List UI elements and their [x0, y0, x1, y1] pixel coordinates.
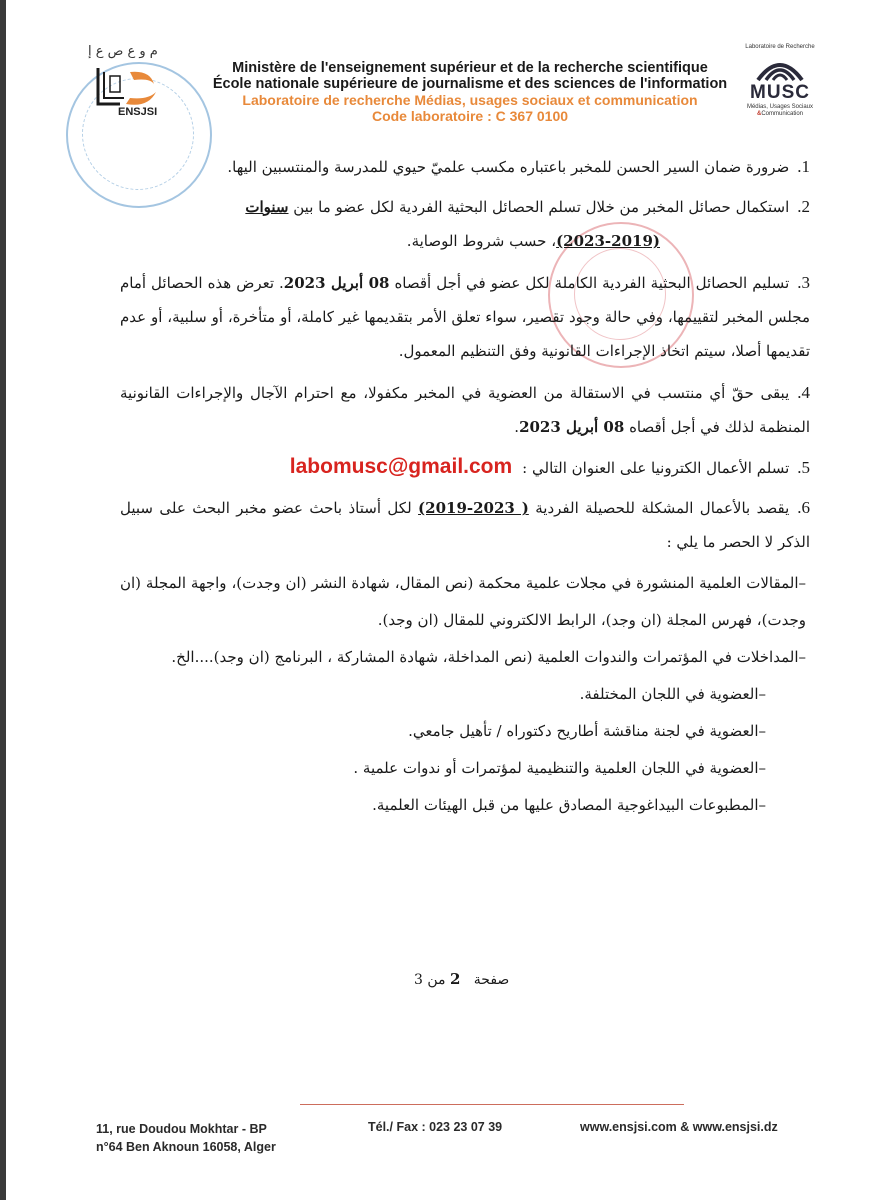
ensjsi-logo-name: ENSJSI — [118, 106, 158, 118]
laboratory-code-line: Code laboratoire : C 367 0100 — [371, 108, 569, 124]
footer-websites: www.ensjsi.com & www.ensjsi.dz — [580, 1120, 778, 1134]
musc-logo-sub: Médias, Usages Sociaux &Communication — [746, 104, 814, 117]
list-item: –المقالات العلمية المنشورة في مجلات علمية محكمة (نص المقال، شهادة النشر (ان وجدت)، واجهة المجلة (ان وجدت)، فهرس المجلة (ان وجد)، الرابط الالكتروني للمقال (ان وجد). — [120, 574, 806, 629]
footer-divider — [300, 1104, 684, 1105]
letterhead — [210, 60, 730, 124]
page-edge — [0, 0, 6, 1200]
requirements-list — [120, 565, 810, 824]
list-item: –العضوية في اللجان العلمية والتنظيمية لمؤتمرات أو ندوات علمية . — [353, 759, 766, 777]
document-body — [120, 150, 810, 824]
laboratory-line: Laboratoire de recherche Médias, usages sociaux et communication — [242, 92, 698, 108]
list-item-5: 5.تسلم الأعمال الكترونيا على العنوان التالي :labomusc@gmail.com — [120, 450, 810, 485]
footer-phone: Tél./ Fax : 023 23 07 39 — [368, 1120, 503, 1134]
list-item-1: 1.ضرورة ضمان السير الحسن للمخبر باعتباره مكسب علميّ حيوي للمدرسة والمنتسبين اليها. — [227, 157, 810, 176]
school-line: École nationale supérieure de journalisme et des sciences de l'information — [212, 76, 728, 92]
footer-address: 11, rue Doudou Mokhtar - BP n°64 Ben Aknoun 16058, Alger — [96, 1122, 276, 1154]
list-item: –العضوية في لجنة مناقشة أطاريح دكتوراه / تأهيل جامعي. — [408, 722, 766, 740]
musc-logo-name: MUSC — [750, 82, 810, 103]
page-number: صفحة 2 من 3 — [414, 970, 510, 988]
email-address: labomusc@gmail.com — [289, 455, 513, 478]
list-item-4: 4.يبقى حقّ أي منتسب في الاستقالة من العضوية في المخبر مكفولا، مع احترام الآجال والإجراءات القانونية المنظمة لذلك في أجل أقصاه 08 أبريل 2023. — [120, 383, 810, 436]
ministry-line: Ministère de l'enseignement supérieur et de la recherche scientifique — [232, 60, 708, 76]
list-item-3: 3.تسليم الحصائل البحثية الفردية الكاملة لكل عضو في أجل أقصاه 08 أبريل 2023. تعرض هذه الحصائل أمام مجلس المخبر لتقييمها، وفي حالة وجود تقصير، سواء تعلق الأمر بتقديمها غير كاملة، أو متأخرة، أو سلبية، أو عدم تقديمها أصلا، سيتم اتخاذ الإجراءات القانونية وفق التنظيم المعمول. — [120, 273, 810, 360]
ensjsi-logo-arabic: م و ع ص ع إ — [88, 44, 158, 59]
list-item-6: 6.يقصد بالأعمال المشكلة للحصيلة الفردية (2019-2023 ) لكل أستاذ باحث عضو مخبر البحث على سبيل الذكر لا الحصر ما يلي : — [120, 498, 810, 551]
ensjsi-logo-icon — [90, 64, 160, 112]
list-item: –المداخلات في المؤتمرات والندوات العلمية (نص المداخلة، شهادة المشاركة ، البرنامج (ان وجد)....الخ. — [171, 648, 806, 666]
musc-logo-top: Laboratoire de Recherche — [745, 44, 815, 50]
musc-logo — [740, 44, 820, 134]
waves-icon — [752, 54, 808, 84]
list-item-2: 2.استكمال حصائل المخبر من خلال تسلم الحصائل البحثية الفردية لكل عضو ما بين سنوات (2023-2019)، حسب شروط الوصاية. — [245, 197, 810, 250]
list-item: –المطبوعات البيداغوجية المصادق عليها من قبل الهيئات العلمية. — [372, 796, 766, 814]
list-item: –العضوية في اللجان المختلفة. — [579, 685, 766, 703]
